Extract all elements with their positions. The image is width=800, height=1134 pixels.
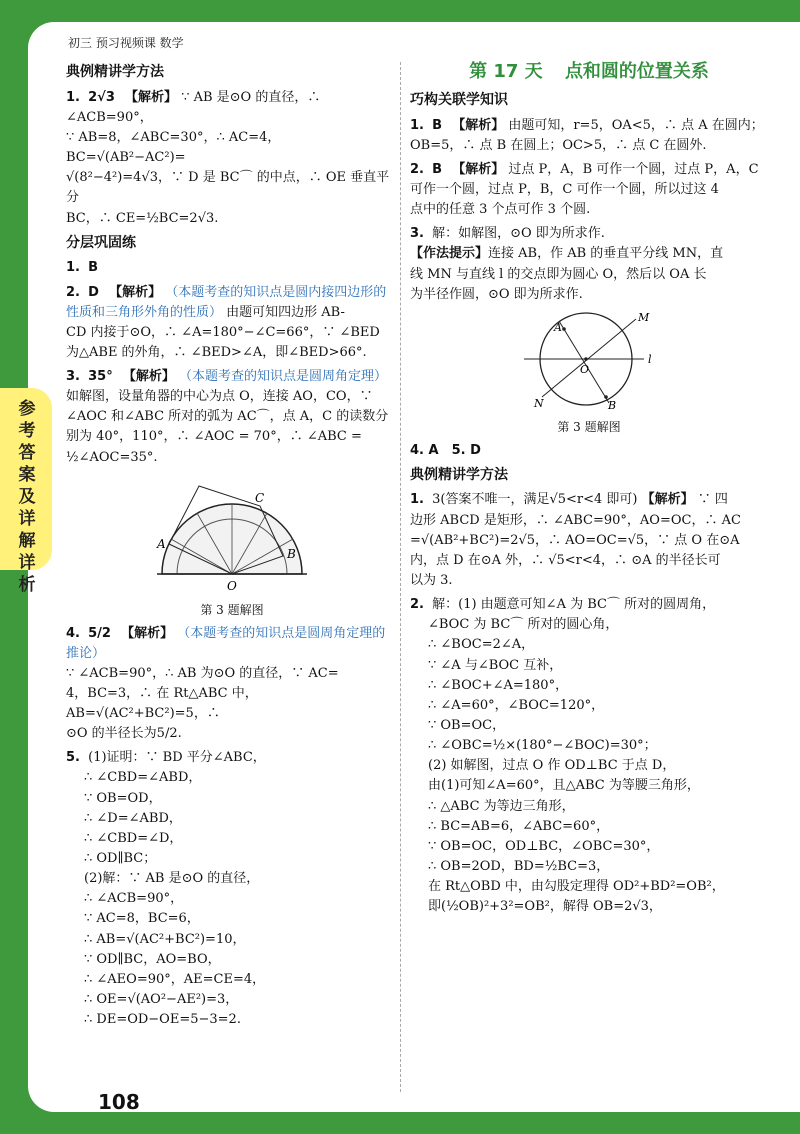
point-label-b: B — [287, 546, 296, 561]
answer-item — [410, 441, 768, 461]
explanation-line: 边形 ABCD 是矩形，∴ ∠ABC=90°，AO=OC，∴ AC — [410, 512, 741, 528]
answer-item — [66, 88, 398, 229]
solution-line: ∴ ∠BOC+∠A=180°， — [428, 677, 569, 693]
section-title: 典例精讲学方法 — [410, 466, 508, 483]
solution-line: (2) 如解图，过点 O 作 OD⊥BC 于点 D， — [428, 758, 676, 774]
answer-item — [410, 116, 768, 156]
page — [28, 22, 800, 1112]
solution-line: 解：(1) 由题意可知∠A 为 BC⌒ 所对的圆周角， — [432, 597, 716, 613]
solution-line: ∴ OB=2OD，BD=½BC=3， — [428, 858, 610, 874]
method-tip — [410, 244, 768, 264]
explanation-line: ∠AOC 和∠ABC 所对的弧为 AC⌒，点 A，C 的读数分 — [66, 409, 389, 425]
right-column — [410, 58, 768, 921]
explanation-line: 如解图，设量角器的中心为点 O，连接 AO，CO，∵ — [66, 389, 373, 405]
item-answer: B — [432, 161, 443, 177]
section-title: 巧构关联学知识 — [410, 91, 508, 108]
point-label-b: B — [608, 398, 617, 411]
point-label-o: O — [227, 578, 237, 593]
solution-line: ∴ ∠BOC=2∠A， — [428, 637, 535, 653]
item-number: 2. — [66, 284, 80, 300]
proof-line: ∵ AC=8，BC=6， — [84, 911, 200, 927]
knowledge-point-note: （本题考查的知识点是圆周角定理的推论） — [66, 625, 386, 661]
solution-line: ∴ ∠OBC=½×(180°−∠BOC)=30°； — [428, 738, 657, 754]
item-number: 4. — [66, 625, 80, 641]
explanation-line: ∵ AB=8，∠ABC=30°，∴ AC=4，BC=√(AB²−AC²)= — [66, 129, 281, 166]
analysis-label: 【解析】 — [121, 625, 174, 641]
proof-line: ∴ DE=OD−OE=5−3=2. — [84, 1012, 241, 1028]
proof-line: ∴ ∠AEO=90°，AE=CE=4， — [84, 971, 266, 987]
circle-construction-diagram — [514, 311, 664, 411]
column-divider — [400, 62, 401, 1092]
item-number: 2. — [410, 597, 424, 613]
proof-line: ∴ OE=√(AO²−AE²)=3， — [84, 992, 239, 1008]
explanation-line: 线 MN 与直线 l 的交点即为圆心 O，然后以 OA 长 — [410, 266, 707, 282]
explanation-line: ∵ AB 是⊙O 的直径，∴ ∠ACB=90°， — [66, 89, 321, 125]
item-number: 1. — [66, 260, 80, 276]
explanation-line: ⊙O 的半径长为5/2. — [66, 726, 182, 742]
explanation-line: 内，点 D 在⊙A 外，∴ √5<r<4，∴ ⊙A 的半径长可 — [410, 552, 721, 568]
page-header: 初三 预习视频课 数学 — [68, 36, 184, 50]
explanation-line: ½∠AOC=35°. — [66, 449, 158, 465]
explanation-line: 4，BC=3，∴ 在 Rt△ABC 中，AB=√(AC²+BC²)=5，∴ — [66, 685, 258, 722]
item-answer: 2√3 — [88, 89, 115, 105]
explanation-line: 别为 40°，110°，∴ ∠AOC = 70°，∴ ∠ABC = — [66, 429, 362, 445]
section-title: 典例精讲学方法 — [66, 64, 164, 80]
item-number: 5. — [66, 750, 80, 766]
item-answer: D — [88, 284, 99, 300]
solution-line: ∵ OB=OC， — [428, 717, 506, 733]
answer-item — [66, 283, 398, 364]
knowledge-point-note: （本题考查的知识点是圆内接四边形的性质和三角形外角的性质） — [66, 284, 387, 320]
explanation-line: 过点 P，A，B 可作一个圆，过点 P，A，C — [508, 161, 759, 177]
solution-line: ∴ ∠A=60°，∠BOC=120°， — [428, 697, 605, 713]
explanation-line: 由题可知，r=5，OA<5，∴ 点 A 在圆内； — [508, 117, 764, 133]
proof-line: (1)证明：∵ BD 平分∠ABC， — [88, 750, 266, 766]
proof-line: ∴ ∠ACB=90°， — [84, 891, 184, 907]
solution-line: 即(½OB)²+3²=OB²，解得 OB=2√3， — [428, 899, 662, 915]
explanation-line: CD 内接于⊙O，∴ ∠A=180°−∠C=66°，∵ ∠BED — [66, 324, 380, 340]
answer-item — [410, 595, 768, 917]
solution-line: 解：如解图，⊙O 即为所求作. — [432, 226, 605, 242]
day-label: 第 17 天 — [469, 61, 543, 82]
proof-line: ∴ ∠CBD=∠ABD， — [84, 770, 202, 786]
answer-item — [410, 160, 768, 220]
analysis-label: 【解析】 — [452, 161, 505, 177]
explanation-line: 点中的任意 3 个点可作 3 个圆. — [410, 202, 591, 218]
analysis-label: 【解析】 — [641, 492, 694, 508]
point-label-a: A — [157, 536, 166, 551]
answer-item — [66, 258, 398, 278]
section-title: 分层巩固练 — [66, 234, 136, 251]
solution-line: ∠BOC 为 BC⌒ 所对的圆心角， — [428, 617, 619, 633]
explanation-line: 连接 AB，作 AB 的垂直平分线 MN，直 — [488, 246, 724, 262]
method-tip-label: 【作法提示】 — [410, 246, 489, 262]
analysis-label: 【解析】 — [452, 117, 505, 133]
proof-line: (2)解：∵ AB 是⊙O 的直径， — [84, 871, 260, 887]
explanation-line: 由题可知四边形 AB- — [226, 304, 345, 320]
point-label-o: O — [580, 362, 590, 376]
explanation-line: OB=5，∴ 点 B 在圆上；OC>5，∴ 点 C 在圆外. — [410, 137, 707, 153]
item-number: 2. — [410, 161, 424, 177]
explanation-line: 以为 3. — [410, 572, 453, 588]
solution-line: 在 Rt△OBD 中，由勾股定理得 OD²+BD²=OB²， — [428, 879, 725, 895]
knowledge-point-note: （本题考查的知识点是圆周角定理） — [179, 369, 388, 385]
analysis-label: 【解析】 — [109, 284, 162, 300]
analysis-label: 【解析】 — [125, 89, 178, 105]
point-label-n: N — [534, 396, 544, 410]
answer-item — [66, 367, 398, 619]
answer-item — [410, 224, 768, 436]
item-answer: 5/2 — [88, 625, 111, 641]
item-answer: B — [88, 260, 99, 276]
line-label-l: l — [648, 352, 652, 366]
explanation-line: 为半径作圆，⊙O 即为所求作. — [410, 286, 583, 302]
explanation-line: 为△ABE 的外角，∴ ∠BED>∠A，即∠BED>66°. — [66, 344, 367, 360]
proof-line: ∴ ∠D=∠ABD， — [84, 810, 182, 826]
explanation-line: ∵ 四 — [697, 492, 728, 508]
proof-line: ∴ AB=√(AC²+BC²)=10， — [84, 931, 246, 947]
explanation-line: BC，∴ CE=½BC=2√3. — [66, 210, 219, 226]
solution-line: 由(1)可知∠A=60°，且△ABC 为等腰三角形， — [428, 778, 700, 794]
item-number: 3. — [66, 369, 80, 385]
explanation-line: ∵ ∠ACB=90°，∴ AB 为⊙O 的直径，∵ AC= — [66, 665, 339, 681]
solution-line: ∵ ∠A 与∠BOC 互补， — [428, 657, 563, 673]
point-label-m: M — [638, 310, 650, 324]
left-column — [66, 58, 398, 1034]
proof-line: ∴ ∠CBD=∠D， — [84, 830, 183, 846]
solution-line: ∴ △ABC 为等边三角形， — [428, 798, 575, 814]
proof-line: ∴ OD∥BC； — [84, 851, 157, 867]
day-title — [410, 58, 768, 86]
answer-item — [410, 490, 768, 591]
item-answers-combined: 4. A 5. D — [410, 442, 481, 458]
answer-item — [66, 624, 398, 745]
protractor-figure — [66, 474, 398, 620]
solution-line: ∴ BC=AB=6，∠ABC=60°， — [428, 818, 610, 834]
sidebar-tab-label: 参考答案及详解详析 — [18, 399, 36, 595]
answer-item — [66, 748, 398, 1030]
circle-figure — [410, 311, 768, 437]
solution-line: ∵ OB=OC，OD⊥BC，∠OBC=30°， — [428, 838, 660, 854]
proof-line: ∵ OD∥BC，AO=BO， — [84, 951, 221, 967]
analysis-label: 【解析】 — [122, 369, 175, 385]
item-answer: 35° — [88, 369, 113, 385]
day-topic: 点和圆的位置关系 — [564, 61, 709, 82]
point-label-a: A — [554, 320, 562, 334]
item-number: 1. — [410, 492, 424, 508]
figure-caption: 第 3 题解图 — [557, 419, 621, 434]
page-number: 108 — [98, 1090, 140, 1112]
protractor-diagram — [147, 474, 317, 594]
point-label-c: C — [255, 490, 265, 505]
explanation-line: =√(AB²+BC²)=2√5，∴ AO=OC=√5，∵ 点 O 在⊙A — [410, 532, 740, 548]
item-number: 1. — [410, 117, 424, 133]
item-number: 3. — [410, 226, 424, 242]
item-answer: B — [432, 117, 443, 133]
item-number: 1. — [66, 89, 80, 105]
explanation-line: 可作一个圆，过点 P，B，C 可作一个圆，所以过这 4 — [410, 182, 719, 197]
proof-line: ∵ OB=OD， — [84, 790, 162, 806]
item-answer: 3(答案不唯一，满足√5<r<4 即可) — [432, 492, 638, 508]
figure-caption: 第 3 题解图 — [200, 602, 264, 617]
explanation-line: √(8²−4²)=4√3，∵ D 是 BC⌒ 的中点，∴ OE 垂直平分 — [66, 170, 390, 206]
